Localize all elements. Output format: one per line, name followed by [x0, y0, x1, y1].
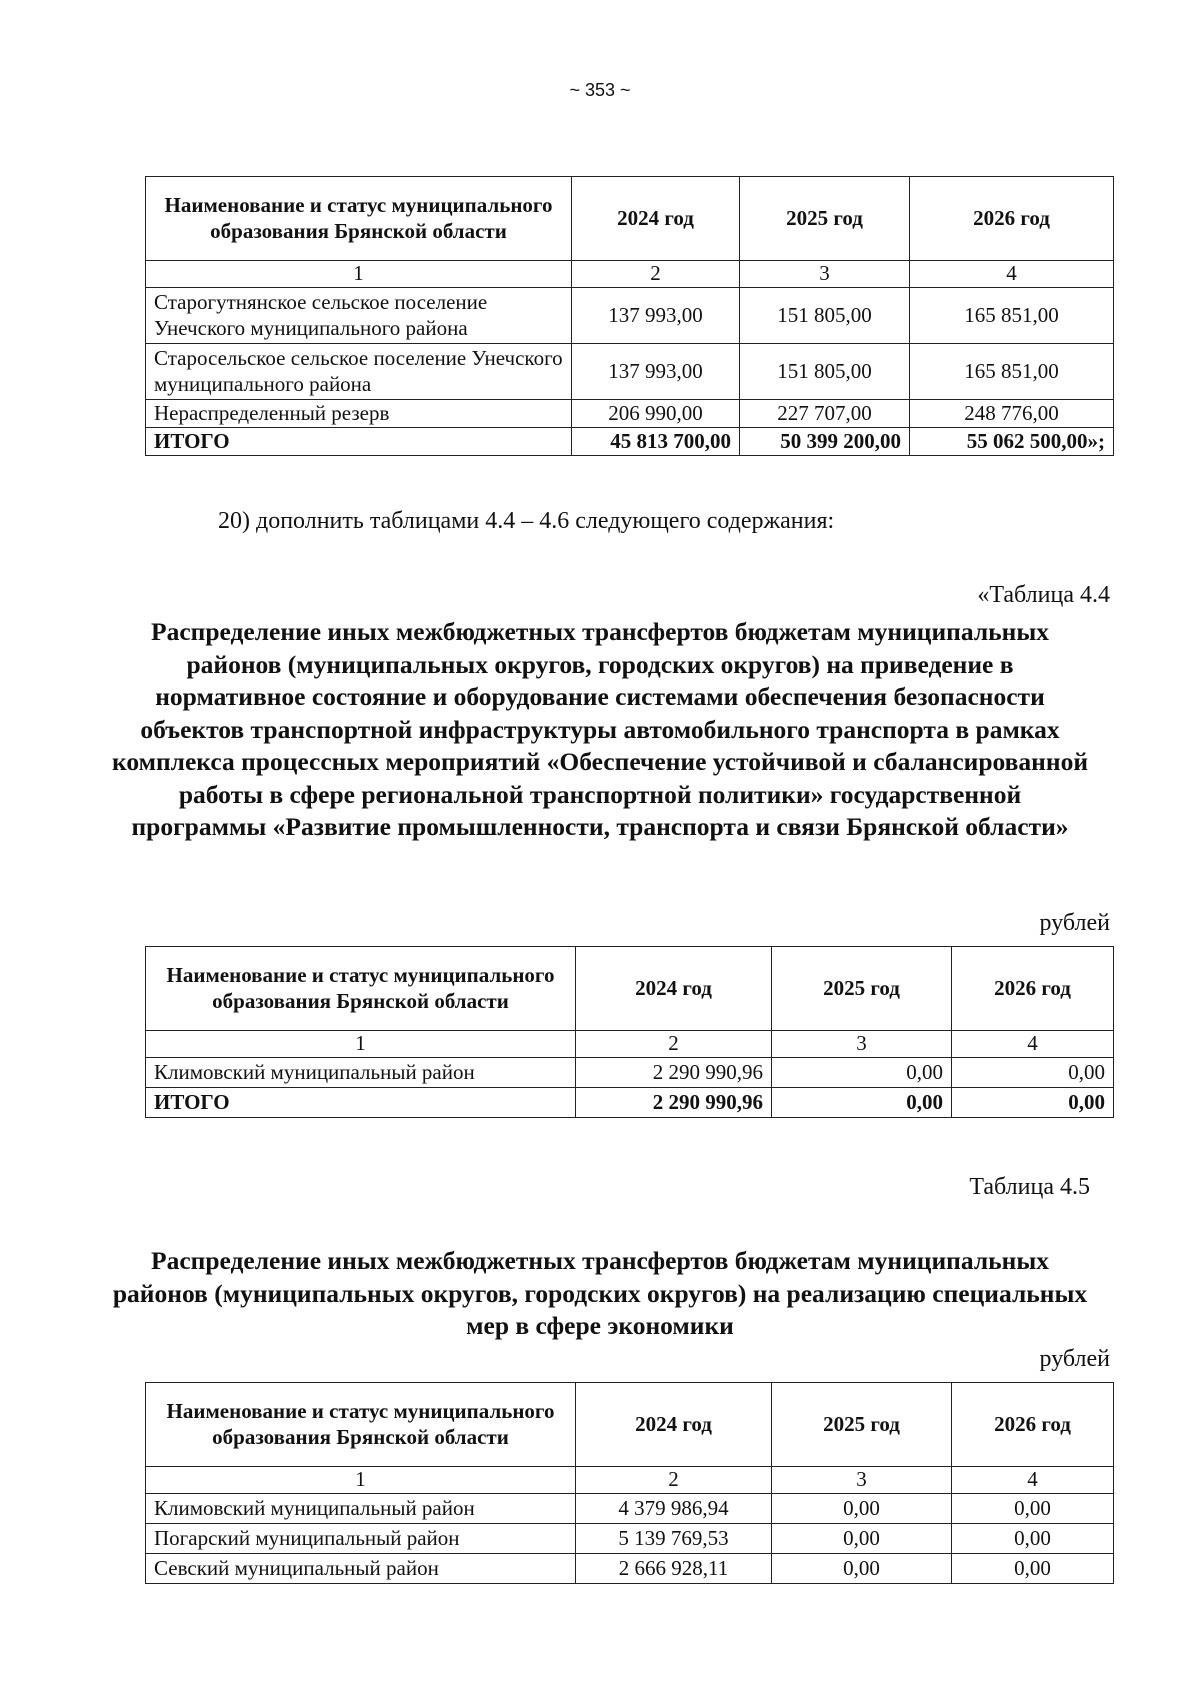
header-name: Наименование и статус муниципального образования Брянской области [146, 1383, 576, 1467]
index-row [146, 261, 1114, 288]
header-2024: 2024 год [576, 947, 772, 1031]
header-2026: 2026 год [952, 1383, 1114, 1467]
row-name: Погарский муниципальный район [146, 1524, 576, 1554]
row-name: Климовский муниципальный район [146, 1494, 576, 1524]
table-prev [145, 176, 1114, 456]
table-4-4-unit: рублей [1039, 910, 1110, 936]
row-value-2025: 0,00 [772, 1524, 952, 1554]
total-2026: 55 062 500,00»; [910, 428, 1114, 456]
table-header-row [146, 947, 1114, 1031]
index-cell: 4 [952, 1467, 1114, 1494]
table-4-5-unit: рублей [1039, 1346, 1110, 1372]
table-row [146, 1524, 1114, 1554]
table-4-4-title: Распределение иных межбюджетных трансфертов бюджетам муниципальных районов (муниципальных округов, городских округов) на приведение в нормативное состояние и оборудование системами обеспечения безопасности объектов транспортной инфраструктуры автомобильного транспорта в рамках комплекса процессных мероприятий «Обеспечение устойчивой и сбалансированной работы в сфере региональной транспортной политики» государственной программы «Развитие промышленности, транспорта и связи Брянской области» [111, 617, 1089, 841]
index-cell: 4 [910, 261, 1114, 288]
row-value-2024: 2 290 990,96 [576, 1058, 772, 1088]
index-cell: 2 [576, 1467, 772, 1494]
index-row [146, 1467, 1114, 1494]
index-cell: 4 [952, 1031, 1114, 1058]
row-name: Старосельское сельское поселение Унечского муниципального района [146, 344, 572, 400]
total-label: ИТОГО [146, 1088, 576, 1118]
table-row [146, 1058, 1114, 1088]
table-4-5-title: Распределение иных межбюджетных трансфертов бюджетам муниципальных районов (муниципальных округов, городских округов) на реализацию специальных мер в сфере экономики [112, 1246, 1088, 1340]
index-cell: 1 [146, 261, 572, 288]
table-header-row [146, 177, 1114, 261]
header-2026: 2026 год [952, 947, 1114, 1031]
index-cell: 2 [572, 261, 740, 288]
row-name: Климовский муниципальный район [146, 1058, 576, 1088]
total-2025: 50 399 200,00 [740, 428, 910, 456]
total-2024: 2 290 990,96 [576, 1088, 772, 1118]
table-4-5 [145, 1382, 1114, 1584]
total-2025: 0,00 [772, 1088, 952, 1118]
row-value-2024: 137 993,00 [572, 344, 740, 400]
row-name: Севский муниципальный район [146, 1554, 576, 1584]
header-name: Наименование и статус муниципального образования Брянской области [146, 177, 572, 261]
index-cell: 3 [772, 1467, 952, 1494]
header-2025: 2025 год [740, 177, 910, 261]
index-row [146, 1031, 1114, 1058]
row-value-2025: 0,00 [772, 1058, 952, 1088]
table-row [146, 288, 1114, 344]
row-value-2025: 227 707,00 [740, 400, 910, 428]
total-row [146, 1088, 1114, 1118]
total-2026: 0,00 [952, 1088, 1114, 1118]
row-value-2026: 0,00 [952, 1494, 1114, 1524]
total-label: ИТОГО [146, 428, 572, 456]
index-cell: 1 [146, 1467, 576, 1494]
header-2024: 2024 год [576, 1383, 772, 1467]
row-value-2025: 151 805,00 [740, 344, 910, 400]
header-2025: 2025 год [772, 947, 952, 1031]
page-number: ~ 353 ~ [569, 80, 631, 100]
row-value-2026: 0,00 [952, 1058, 1114, 1088]
row-value-2026: 165 851,00 [910, 288, 1114, 344]
header-2025: 2025 год [772, 1383, 952, 1467]
index-cell: 1 [146, 1031, 576, 1058]
header-2026: 2026 год [910, 177, 1114, 261]
table-row [146, 344, 1114, 400]
row-value-2026: 248 776,00 [910, 400, 1114, 428]
table-4-4 [145, 946, 1114, 1118]
row-value-2025: 151 805,00 [740, 288, 910, 344]
amendment-paragraph: 20) дополнить таблицами 4.4 – 4.6 следующего содержания: [218, 508, 835, 534]
row-value-2026: 0,00 [952, 1524, 1114, 1554]
table-row [146, 1554, 1114, 1584]
table-4-4-label: «Таблица 4.4 [977, 582, 1110, 608]
index-cell: 2 [576, 1031, 772, 1058]
index-cell: 3 [740, 261, 910, 288]
table-row [146, 1494, 1114, 1524]
table-4-5-label: Таблица 4.5 [969, 1174, 1090, 1200]
row-value-2024: 2 666 928,11 [576, 1554, 772, 1584]
total-row [146, 428, 1114, 456]
header-2024: 2024 год [572, 177, 740, 261]
row-value-2024: 4 379 986,94 [576, 1494, 772, 1524]
table-row [146, 400, 1114, 428]
row-name: Старогутнянское сельское поселение Унечского муниципального района [146, 288, 572, 344]
row-name: Нераспределенный резерв [146, 400, 572, 428]
row-value-2024: 137 993,00 [572, 288, 740, 344]
table-header-row [146, 1383, 1114, 1467]
row-value-2025: 0,00 [772, 1494, 952, 1524]
row-value-2025: 0,00 [772, 1554, 952, 1584]
row-value-2026: 0,00 [952, 1554, 1114, 1584]
row-value-2026: 165 851,00 [910, 344, 1114, 400]
row-value-2024: 206 990,00 [572, 400, 740, 428]
row-value-2024: 5 139 769,53 [576, 1524, 772, 1554]
header-name: Наименование и статус муниципального образования Брянской области [146, 947, 576, 1031]
total-2024: 45 813 700,00 [572, 428, 740, 456]
index-cell: 3 [772, 1031, 952, 1058]
